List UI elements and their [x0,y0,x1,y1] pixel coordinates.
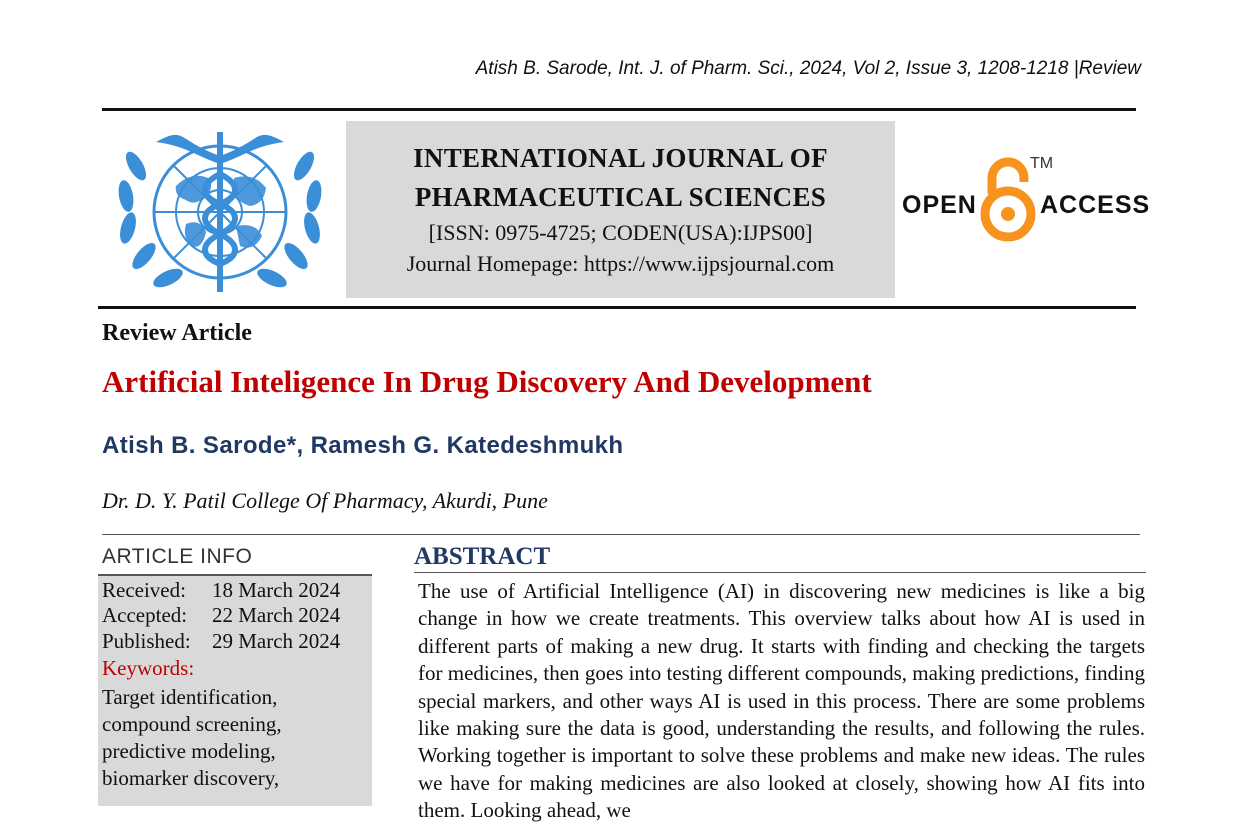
abstract-text: The use of Artificial Intelligence (AI) in discovering new medicines is like a big change in how we create treatments. This overview talks about how AI is used in different parts of making a new drug. It starts with finding and checking the targets for medicines, then goes into testing different compounds, making predictions, finding special markers, and other ways AI is used in this process. There are some problems like making sure the data is good, understanding the results, and following the rules. Working together is important to solve these problems and make new ideas. The rules we have for making medicines are also looked at closely, showing how AI fits into them. Looking ahead, we [418,579,1145,823]
article-authors: Atish B. Sarode*, Ramesh G. Katedeshmukh [102,432,624,459]
journal-title-line1: INTERNATIONAL JOURNAL OF [413,143,828,173]
open-access-lock-icon [978,154,1038,244]
journal-homepage: Journal Homepage: https://www.ijpsjournal.com [406,251,835,276]
header-rule-top [102,108,1136,111]
journal-banner [346,121,895,298]
accepted-date: 22 March 2024 [212,603,341,627]
published-label: Published: [102,629,191,653]
journal-title-line2: PHARMACEUTICAL SCIENCES [414,182,827,212]
accepted-row [102,603,340,628]
published-row [102,629,340,654]
received-date: 18 March 2024 [212,578,341,602]
article-info-rule [98,574,372,576]
abstract-rule [414,572,1146,573]
keyword-item: biomarker discovery, [102,766,280,790]
abstract-heading: ABSTRACT [414,543,551,570]
journal-issn: [ISSN: 0975-4725; CODEN(USA):IJPS00] [428,220,813,245]
article-type: Review Article [102,320,252,346]
open-access-access-text: ACCESS [1040,191,1151,219]
received-label: Received: [102,578,186,602]
open-access-open-text: OPEN [902,191,977,219]
received-row [102,578,340,603]
keyword-item: compound screening, [102,712,282,736]
keyword-item: Target identification, [102,685,278,709]
published-date: 29 March 2024 [212,629,341,653]
author-affiliation: Dr. D. Y. Patil College Of Pharmacy, Akurdi, Pune [102,488,548,513]
caduceus-globe-emblem-icon [116,126,324,300]
header-rule-bottom [98,306,1136,309]
running-head: Atish B. Sarode, Int. J. of Pharm. Sci., 2024, Vol 2, Issue 3, 1208-1218 |Review [475,58,1141,79]
keyword-item: predictive modeling, [102,739,276,763]
section-divider [102,534,1140,535]
accepted-label: Accepted: [102,603,188,627]
open-access-tm: TM [1030,155,1054,172]
article-title: Artificial Inteligence In Drug Discovery And Development [102,364,872,399]
keywords-label: Keywords: [102,656,195,680]
article-info-heading: ARTICLE INFO [102,545,253,568]
